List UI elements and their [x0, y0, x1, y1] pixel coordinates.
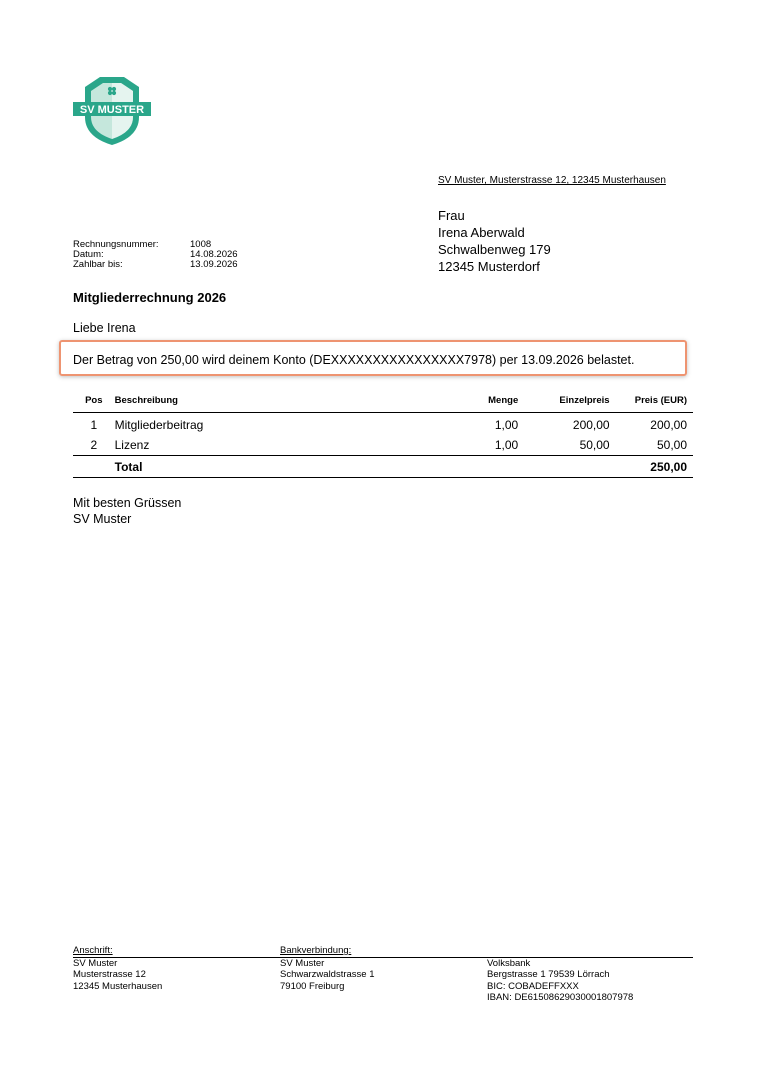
recipient-salutation: Frau: [438, 208, 465, 223]
cell-unit-price: 200,00: [572, 418, 610, 432]
cell-price: 50,00: [656, 438, 687, 452]
footer-line: BIC: COBADEFFXXX: [487, 980, 579, 992]
cell-pos: 2: [90, 438, 98, 452]
footer-heading-spacer: [487, 945, 693, 957]
footer-line: SV Muster: [73, 957, 118, 969]
table-row: [73, 435, 693, 456]
table-header-row: [73, 388, 693, 413]
debit-notice: Der Betrag von 250,00 wird deinem Konto (DEXXXXXXXXXXXXXXXX7978) per 13.09.2026 belastet.: [59, 340, 687, 376]
recipient-name: Irena Aberwald: [438, 225, 525, 240]
greeting: Liebe Irena: [73, 321, 136, 335]
closing-signature: SV Muster: [73, 512, 132, 526]
cell-pos: 1: [90, 418, 98, 432]
footer-line: 12345 Musterhausen: [73, 980, 163, 992]
footer-address: [73, 958, 280, 1004]
footer-line: IBAN: DE61508629030001807978: [487, 992, 634, 1003]
col-header-unit-price: Einzelpreis: [559, 394, 610, 406]
footer-bank-heading: Bankverbindung:: [280, 945, 352, 956]
footer-columns: [73, 958, 693, 1004]
meta-value: 1008: [190, 239, 212, 250]
footer-line: Schwarzwaldstrasse 1: [280, 969, 375, 980]
meta-label: Datum:: [73, 249, 104, 260]
cell-empty: [518, 456, 609, 478]
closing: [73, 495, 181, 527]
footer-line: Bergstrasse 1 79539 Lörrach: [487, 969, 610, 980]
footer-address-heading: Anschrift:: [73, 945, 113, 956]
footer-line: Volksbank: [487, 957, 531, 969]
sender-address-line: SV Muster, Musterstrasse 12, 12345 Musterhausen: [438, 175, 666, 186]
meta-value: 14.08.2026: [190, 249, 238, 260]
cell-quantity: 1,00: [494, 438, 519, 452]
footer-line: Musterstrasse 12: [73, 969, 146, 980]
cell-empty: [73, 456, 115, 478]
footer-headings: [73, 945, 693, 958]
closing-line: Mit besten Grüssen: [73, 496, 182, 510]
invoice-items-table: [73, 388, 693, 478]
meta-value: 13.09.2026: [190, 259, 238, 270]
meta-label: Rechnungsnummer:: [73, 239, 159, 250]
invoice-title: Mitgliederrechnung 2026: [73, 290, 227, 305]
recipient-city: 12345 Musterdorf: [438, 259, 540, 274]
footer: [73, 945, 693, 1004]
meta-row-due: [73, 260, 238, 270]
cell-quantity: 1,00: [494, 418, 519, 432]
table-row: [73, 413, 693, 436]
footer-line: SV Muster: [280, 957, 325, 969]
col-header-pos: Pos: [85, 394, 103, 406]
meta-label: Zahlbar bis:: [73, 259, 123, 270]
total-label: Total: [114, 459, 143, 474]
cell-description: Lizenz: [114, 438, 150, 452]
footer-bank-account: [280, 958, 487, 1004]
club-logo: [73, 73, 151, 146]
cell-price: 200,00: [650, 418, 687, 432]
footer-line: 79100 Freiburg: [280, 980, 345, 992]
cell-description: Mitgliederbeitrag: [114, 418, 204, 432]
recipient-street: Schwalbenweg 179: [438, 242, 551, 257]
col-header-price: Preis (EUR): [634, 394, 687, 406]
total-row: [73, 456, 693, 478]
recipient-address: [438, 207, 551, 275]
col-header-description: Beschreibung: [114, 394, 178, 406]
cell-unit-price: 50,00: [579, 438, 610, 452]
invoice-meta: [73, 240, 238, 270]
svg-text:SV MUSTER: SV MUSTER: [79, 104, 145, 116]
cell-empty: [419, 456, 518, 478]
total-value: 250,00: [650, 459, 687, 474]
col-header-quantity: Menge: [488, 394, 519, 406]
footer-bank: [487, 958, 693, 1004]
